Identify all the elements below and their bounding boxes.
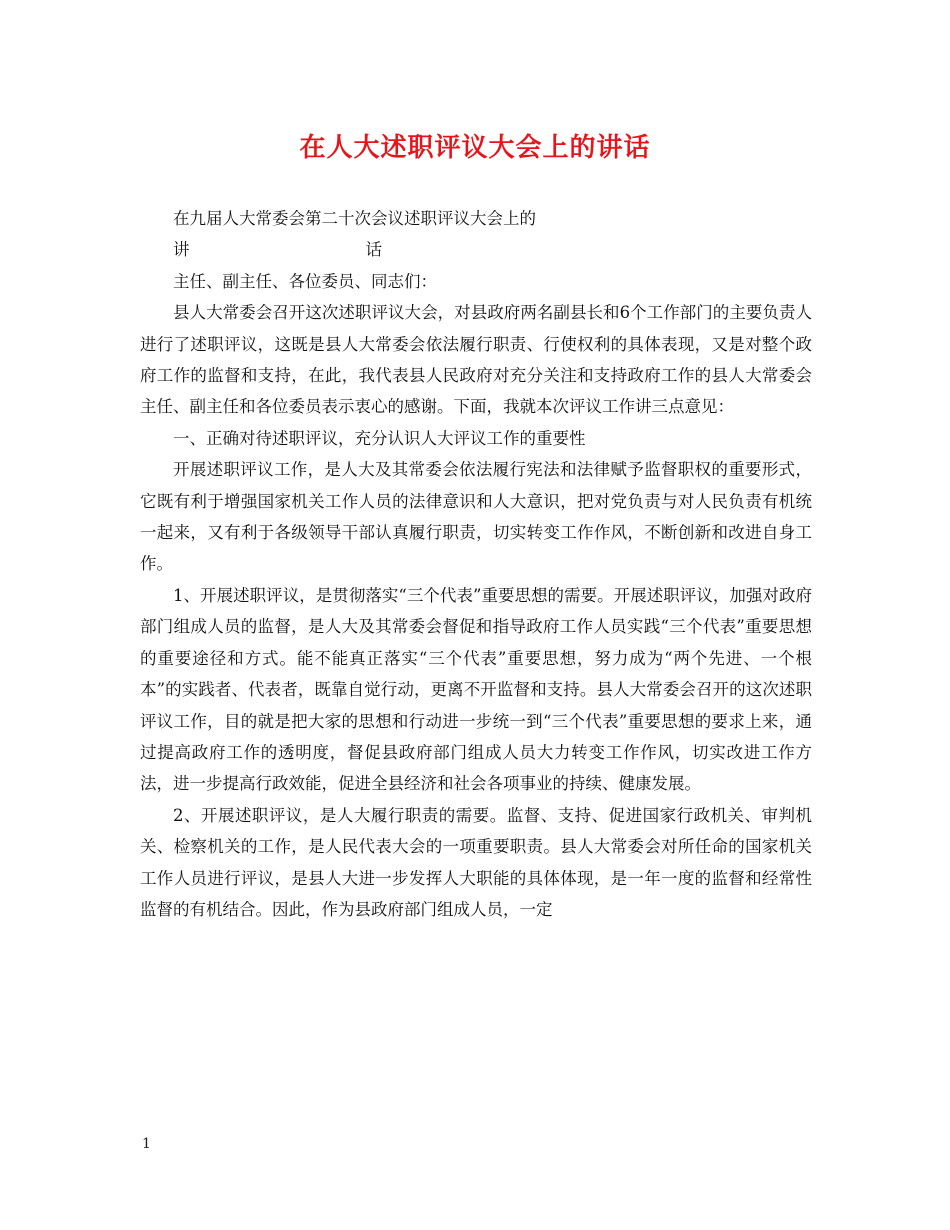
subtitle-line: 在九届人大常委会第二十次会议述职评议大会上的 [173, 209, 536, 228]
subtitle-char-jiang: 讲 [173, 240, 190, 260]
subtitle-speech-line [140, 234, 812, 265]
section-heading-1: 一、正确对待述职评议，充分认识人大评议工作的重要性 [173, 428, 586, 448]
subtitle-char-hua: 话 [365, 240, 382, 260]
paragraph-2: 开展述职评议工作，是人大及其常委会依法履行宪法和法律赋予监督职权的重要形式，它既有利于增强国家机关工作人员的法律意识和人大意识，把对党负责与对人民负责有机统一起来，又有利于各级领导干部认真履行职责，切实转变工作作风，不断创新和改进自身工作。 [140, 460, 812, 574]
page-number: 1 [142, 1136, 151, 1152]
document-body [140, 203, 812, 925]
salutation: 主任、副主任、各位委员、同志们： [173, 271, 437, 291]
document-title: 在人大述职评议大会上的讲话 [299, 133, 651, 163]
paragraph-4: 2、开展述职评议，是人大履行职责的需要。监督、支持、促进国家行政机关、审判机关、检察机关的工作，是人民代表大会的一项重要职责。县人大常委会对所任命的国家机关工作人员进行评议，是县人大进一步发挥人大职能的具体体现，是一年一度的监督和经常性监督的有机结合。因此，作为县政府部门组成人员，一定 [140, 805, 812, 919]
paragraph-3: 1、开展述职评议，是贯彻落实“三个代表”重要思想的需要。开展述职评议，加强对政府部门组成人员的监督，是人大及其常委会督促和指导政府工作人员实践“三个代表”重要思想的重要途径和方式。能不能真正落实“三个代表”重要思想，努力成为“两个先进、一个根本”的实践者、代表者，既靠自觉行动，更离不开监督和支持。县人大常委会召开的这次述职评议工作，目的就是把大家的思想和行动进一步统一到“三个代表”重要思想的要求上来，通过提高政府工作的透明度，督促县政府部门组成人员大力转变工作作风，切实改进工作方法，进一步提高行政效能，促进全县经济和社会各项事业的持续、健康发展。 [140, 585, 812, 794]
paragraph-1: 县人大常委会召开这次述职评议大会，对县政府两名副县长和6个工作部门的主要负责人进行了述职评议，这既是县人大常委会依法履行职责、行使权利的具体表现，又是对整个政府工作的监督和支持，在此，我代表县人民政府对充分关注和支持政府工作的县人大常委会主任、副主任和各位委员表示衷心的感谢。下面，我就本次评议工作讲三点意见： [140, 303, 812, 417]
